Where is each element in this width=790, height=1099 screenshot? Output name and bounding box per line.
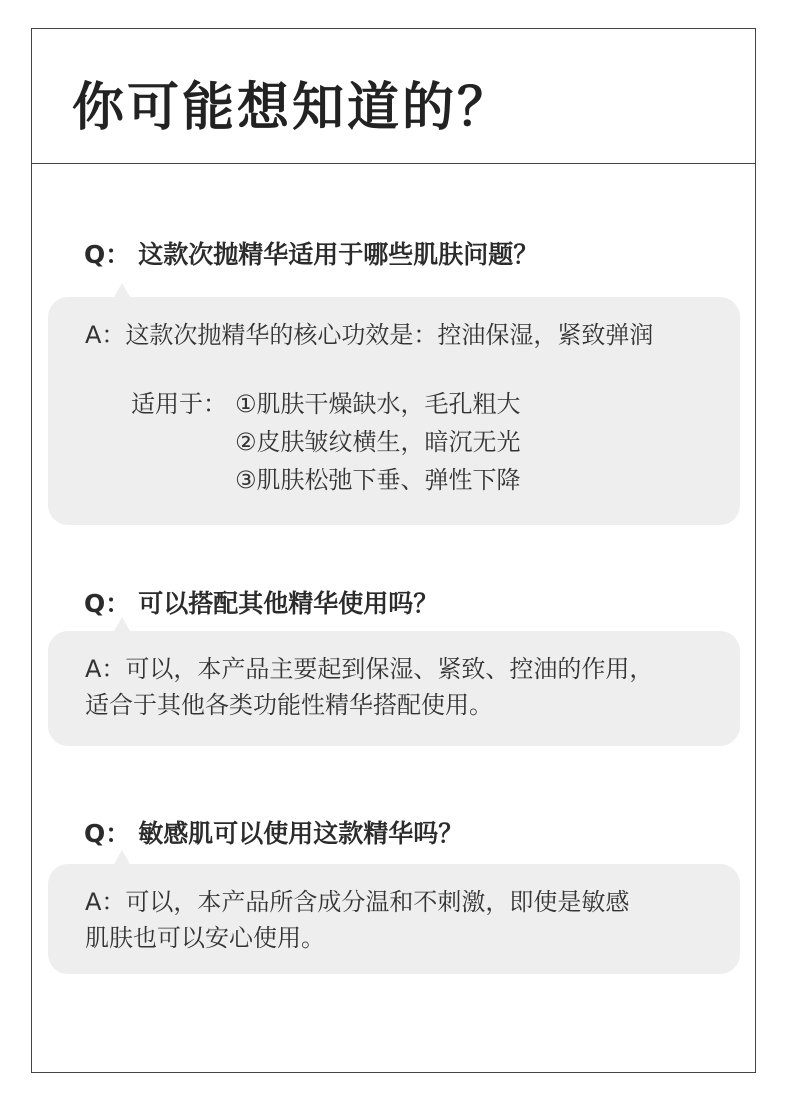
bubble-tail [114, 283, 130, 297]
answer-line: A：可以，本产品所含成分温和不刺激，即使是敏感 [85, 888, 630, 916]
applies-item-text: ②皮肤皱纹横生，暗沉无光 [235, 428, 521, 456]
faq-question-2 [84, 584, 438, 620]
applies-item [131, 385, 724, 423]
answer-line: A：这款次抛精华的核心功效是：控油保湿，紧致弹润 [85, 321, 654, 349]
question-text: 可以搭配其他精华使用吗？ [138, 589, 439, 618]
bubble-tail [114, 617, 130, 631]
question-prefix: Q： [84, 240, 131, 269]
faq-question-3 [84, 814, 463, 850]
applies-item [131, 461, 724, 499]
header [32, 29, 755, 164]
faq-answer-bubble-1 [48, 297, 740, 525]
applies-item-text: ③肌肤松弛下垂、弹性下降 [235, 466, 521, 494]
question-prefix: Q： [84, 589, 131, 618]
answer-line: 肌肤也可以安心使用。 [85, 924, 325, 952]
faq-answer-bubble-3 [48, 864, 740, 974]
faq-frame [31, 28, 756, 1073]
question-text: 敏感肌可以使用这款精华吗？ [138, 819, 464, 848]
question-prefix: Q： [84, 819, 131, 848]
faq-question-1 [84, 235, 538, 271]
applies-label: 适用于： [131, 390, 227, 418]
page-title: 你可能想知道的？ [72, 78, 513, 138]
applies-list [85, 385, 724, 499]
answer-line: A：可以，本产品主要起到保湿、紧致、控油的作用， [85, 655, 654, 683]
faq-answer-bubble-2 [48, 631, 740, 746]
applies-item-text: ①肌肤干燥缺水，毛孔粗大 [235, 390, 521, 418]
bubble-tail [114, 850, 130, 864]
answer-line: 适合于其他各类功能性精华搭配使用。 [85, 691, 493, 719]
applies-item [131, 423, 724, 461]
question-text: 这款次抛精华适用于哪些肌肤问题？ [138, 240, 539, 269]
